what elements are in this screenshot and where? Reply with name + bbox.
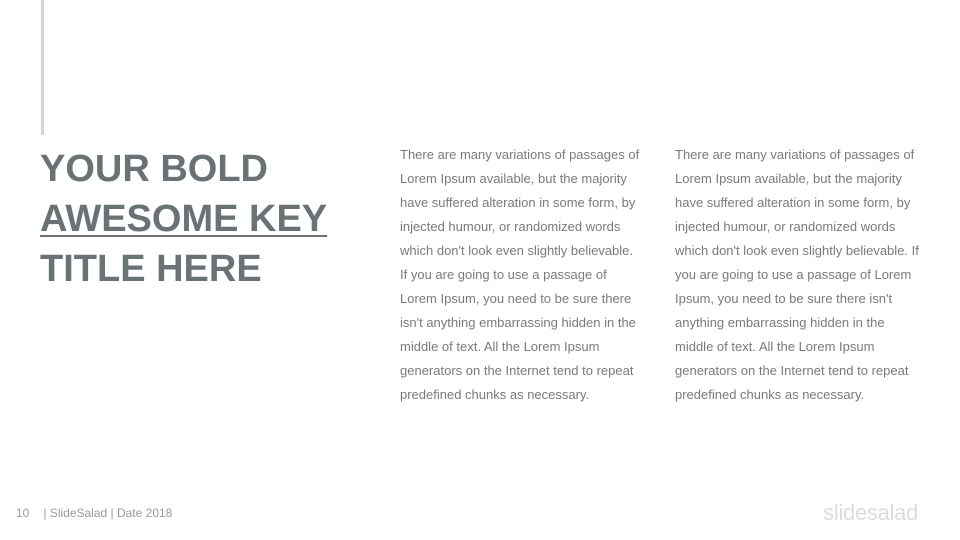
- text-column-left: [400, 143, 645, 407]
- paragraph: There are many variations of passages of Lorem Ipsum available, but the majority have suffered alteration in some form, by injected humour, or randomized words which don't look even slightly believable.: [400, 147, 640, 258]
- slide-title: [40, 144, 370, 294]
- title-line-2: AWESOME KEY: [40, 198, 328, 240]
- paragraph: There are many variations of passages of Lorem Ipsum available, but the majority have suffered alteration in some form, by injected humour, or randomized words which don't look even slightly believable. If you are going to use a passage of Lorem Ipsum, you need to be sure there isn't anything embarrassing hidden in the middle of text. All the Lorem Ipsum generators on the Internet tend to repeat predefined chunks as necessary.: [675, 147, 919, 402]
- accent-bar: [41, 0, 44, 135]
- slidesalad-logo: slidesalad: [823, 500, 918, 525]
- title-line-3: TITLE HERE: [40, 248, 262, 290]
- title-line-1: YOUR BOLD: [40, 148, 268, 190]
- text-column-right: [675, 143, 925, 407]
- footer: [16, 506, 172, 520]
- page-number: 10: [16, 506, 30, 520]
- paragraph: If you are going to use a passage of Lorem Ipsum, you need to be sure there isn't anything embarrassing hidden in the middle of text. All the Lorem Ipsum generators on the Internet tend to repeat predefined chunks as necessary.: [400, 267, 636, 402]
- footer-text: | SlideSalad | Date 2018: [43, 506, 173, 520]
